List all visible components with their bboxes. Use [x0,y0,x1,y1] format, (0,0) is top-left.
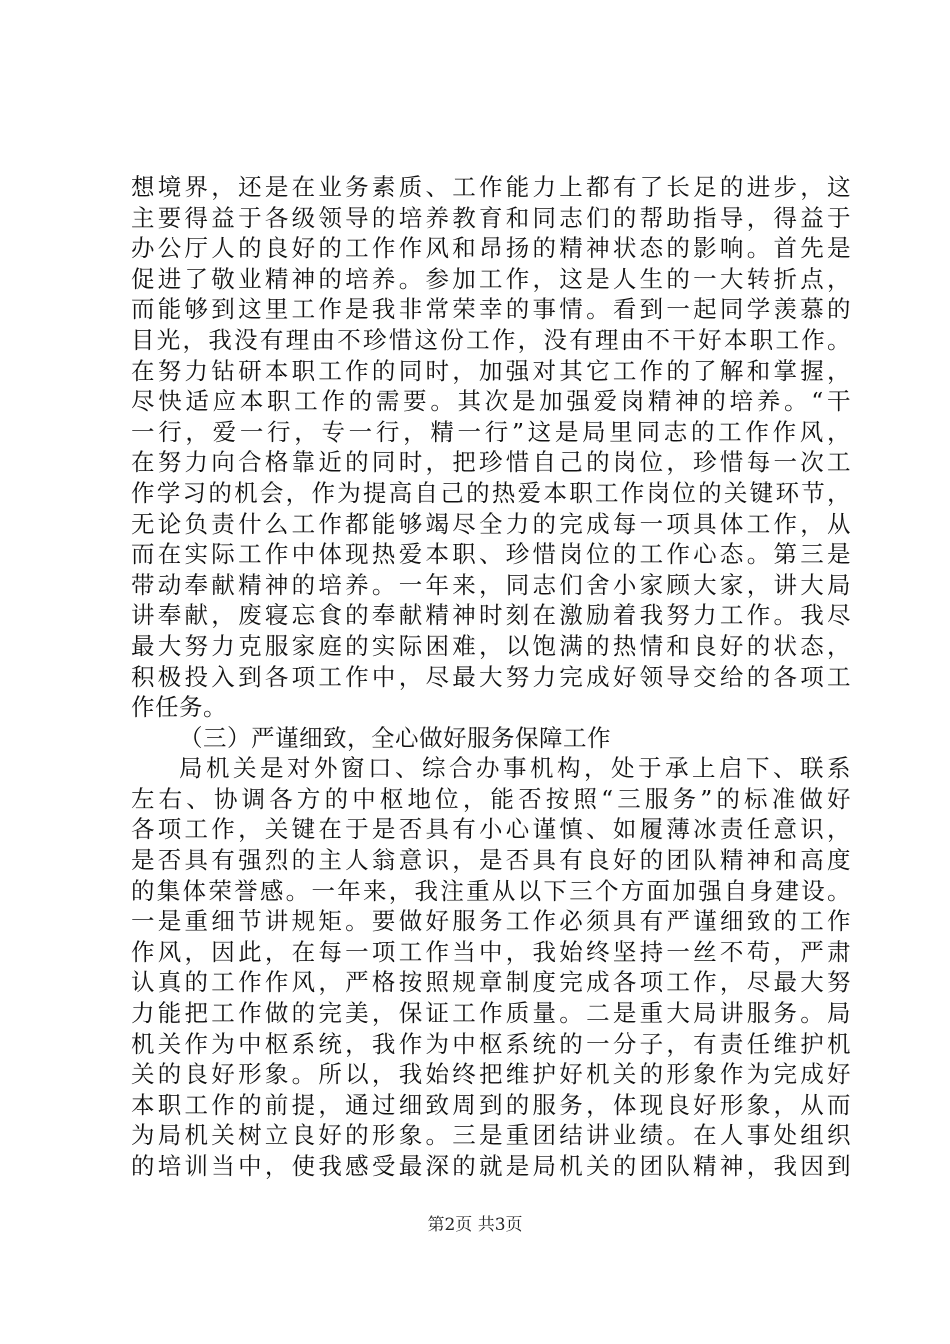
page-footer: 第2页 共3页 [427,1215,523,1235]
text-line: 作风，因此，在每一项工作当中，我始终坚持一丝不苟，严肃 [131,937,851,966]
text-line: 积极投入到各项工作中，尽最大努力完成好领导交给的各项工 [131,662,851,691]
text-line: 一行，爱一行，专一行，精一行”这是局里同志的工作作风， [131,417,851,446]
text-line: 而能够到这里工作是我非常荣幸的事情。看到一起同学羡慕的 [131,295,851,324]
text-line: 而在实际工作中体现热爱本职、珍惜岗位的工作心态。第三是 [131,540,851,569]
text-line: 在努力钻研本职工作的同时，加强对其它工作的了解和掌握， [131,356,851,385]
text-line: 为局机关树立良好的形象。三是重团结讲业绩。在人事处组织 [131,1121,851,1150]
text-line: 办公厅人的良好的工作作风和昂扬的精神状态的影响。首先是 [131,234,851,263]
text-line: 想境界，还是在业务素质、工作能力上都有了长足的进步，这 [131,173,851,201]
text-line: 本职工作的前提，通过细致周到的服务，体现良好形象，从而 [131,1090,851,1119]
text-line: 关的良好形象。所以，我始终把维护好机关的形象作为完成好 [131,1060,851,1089]
text-line: 在努力向合格靠近的同时，把珍惜自己的岗位，珍惜每一次工 [131,448,851,477]
text-line: 目光，我没有理由不珍惜这份工作，没有理由不干好本职工作。 [131,325,851,354]
text-line: 最大努力克服家庭的实际困难，以饱满的热情和良好的状态， [131,631,851,660]
text-line: 讲奉献，废寝忘食的奉献精神时刻在激励着我努力工作。我尽 [131,601,851,630]
text-line: 机关作为中枢系统，我作为中枢系统的一分子，有责任维护机 [131,1029,851,1058]
text-line: 认真的工作作风，严格按照规章制度完成各项工作，尽最大努 [131,968,851,997]
text-line: 一是重细节讲规矩。要做好服务工作必须具有严谨细致的工作 [131,907,851,936]
section-heading: （三）严谨细致，全心做好服务保障工作 [179,723,611,752]
body-text [131,172,851,1182]
text-line: 的培训当中，使我感受最深的就是局机关的团队精神，我因到 [131,1152,851,1180]
text-line: 左右、协调各方的中枢地位，能否按照“三服务”的标准做好 [131,784,851,813]
text-line: 作学习的机会，作为提高自己的热爱本职工作岗位的关键环节， [131,478,851,507]
text-line: 带动奉献精神的培养。一年来，同志们舍小家顾大家，讲大局 [131,570,851,599]
paragraph-start-line: 局机关是对外窗口、综合办事机构，处于承上启下、联系 [179,754,851,783]
text-line: 力能把工作做的完美，保证工作质量。二是重大局讲服务。局 [131,999,851,1028]
text-line: 主要得益于各级领导的培养教育和同志们的帮助指导，得益于 [131,203,851,232]
text-line: 作任务。 [131,693,227,722]
text-line: 无论负责什么工作都能够竭尽全力的完成每一项具体工作，从 [131,509,851,538]
text-line: 是否具有强烈的主人翁意识，是否具有良好的团队精神和高度 [131,846,851,875]
text-line: 各项工作，关键在于是否具有小心谨慎、如履薄冰责任意识， [131,815,851,844]
text-line: 尽快适应本职工作的需要。其次是加强爱岗精神的培养。“干 [131,387,851,416]
text-line: 促进了敬业精神的培养。参加工作，这是人生的一大转折点， [131,264,851,293]
text-line: 的集体荣誉感。一年来，我注重从以下三个方面加强自身建设。 [131,876,851,905]
